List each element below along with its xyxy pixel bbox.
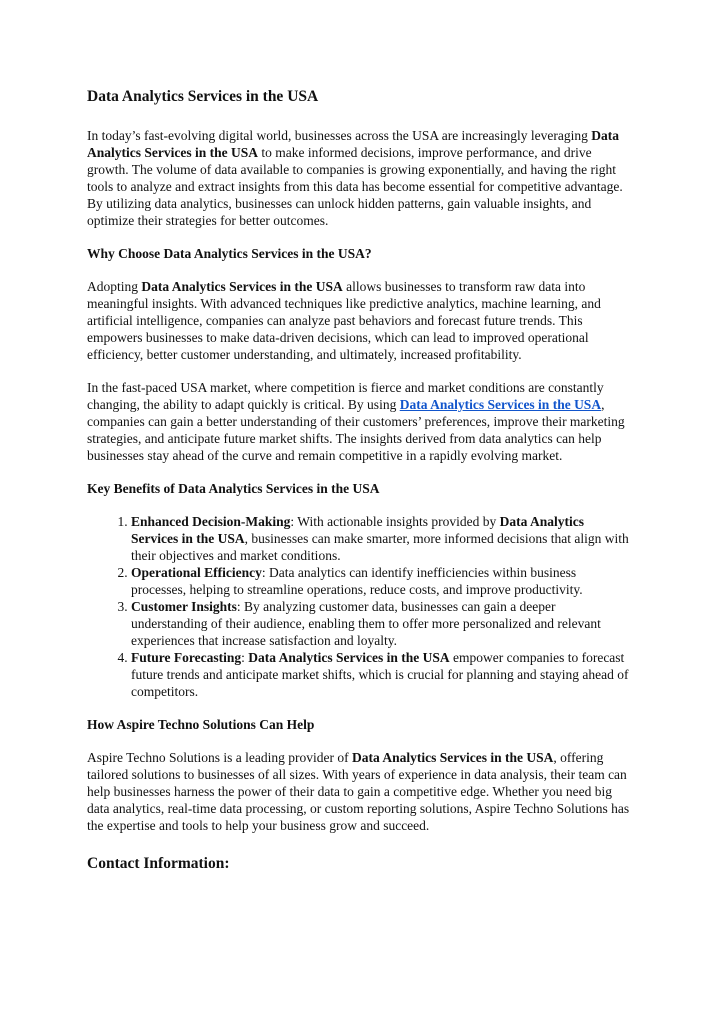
why-paragraph-2 [87,379,634,464]
benefit-keyword: Data Analytics Services in the USA [248,650,450,665]
why-p1-keyword: Data Analytics Services in the USA [141,279,343,294]
benefit-label: Operational Efficiency [131,565,262,580]
benefit-text-end: empower companies to forecast future trends and anticipate market shifts, which is crucial for planning and staying ahead of competitors. [131,650,629,699]
aspire-paragraph [87,749,634,834]
why-heading: Why Choose Data Analytics Services in the USA? [87,246,372,261]
why-paragraph-1 [87,278,634,363]
why-p1-end: allows businesses to transform raw data into meaningful insights. With advanced techniques like predictive analytics, machine learning, and artificial intelligence, companies can analyze past behaviors and forecast future trends. This empowers businesses to make data-driven decisions, which can lead to improved operational efficiency, better customer understanding, and ultimately, increased profitability. [87,279,601,362]
benefit-text: : [241,650,249,665]
intro-keyword: Data Analytics Services in the USA [87,128,620,160]
aspire-text-start: Aspire Techno Solutions is a leading provider of [87,750,353,765]
aspire-keyword: Data Analytics Services in the USA [352,750,554,765]
list-item [131,564,634,598]
page-title: Data Analytics Services in the USA [87,88,319,105]
benefits-heading: Key Benefits of Data Analytics Services in the USA [87,481,380,496]
benefit-label: Customer Insights [131,599,237,614]
why-p1-start: Adopting [87,279,142,294]
benefit-text: : Data analytics can identify inefficiencies within business processes, helping to streamline operations, reduce costs, and improve productivity. [131,565,583,597]
list-item [131,598,634,649]
intro-paragraph [87,127,634,229]
benefits-list [87,513,634,700]
list-item [131,513,634,564]
list-item [131,649,634,700]
benefit-keyword: Data Analytics Services in the USA [131,514,584,546]
benefit-text: : By analyzing customer data, businesses can gain a deeper understanding of their audience, enabling them to offer more personalized and relevant experiences that increase satisfaction and loyalty. [131,599,601,648]
aspire-heading: How Aspire Techno Solutions Can Help [87,717,315,732]
intro-text-start: In today’s fast-evolving digital world, businesses across the USA are increasingly leveraging [87,128,592,143]
intro-text-end: to make informed decisions, improve performance, and drive growth. The volume of data available to companies is growing exponentially, and having the right tools to analyze and extract insights from this data has become essential for competitive advantage. By utilizing data analytics, businesses can unlock hidden patterns, gain valuable insights, and optimize their strategies for better outcomes. [87,145,623,228]
aspire-text-end: , offering tailored solutions to businesses of all sizes. With years of experience in data analysis, their team can help businesses harness the power of their data to gain a competitive edge. Whether you need big data analytics, real-time data processing, or custom reporting solutions, Aspire Techno Solutions has the expertise and tools to help your business grow and succeed. [87,750,630,833]
why-p2-end: , companies can gain a better understanding of their customers’ preferences, improve their marketing strategies, and anticipate future market shifts. The insights derived from data analytics can help businesses stay ahead of the curve and remain competitive in a rapidly evolving market. [87,397,625,463]
benefit-label: Enhanced Decision-Making [131,514,291,529]
data-analytics-services-link[interactable]: Data Analytics Services in the USA [399,397,602,412]
benefit-text: : With actionable insights provided by [290,514,500,529]
why-p2-start: In the fast-paced USA market, where competition is fierce and market conditions are constantly changing, the ability to adapt quickly is critical. By using [87,380,604,412]
contact-heading: Contact Information: [87,855,230,872]
benefit-label: Future Forecasting [131,650,242,665]
benefit-text-end: , businesses can make smarter, more informed decisions that align with their objectives and market conditions. [131,531,629,563]
